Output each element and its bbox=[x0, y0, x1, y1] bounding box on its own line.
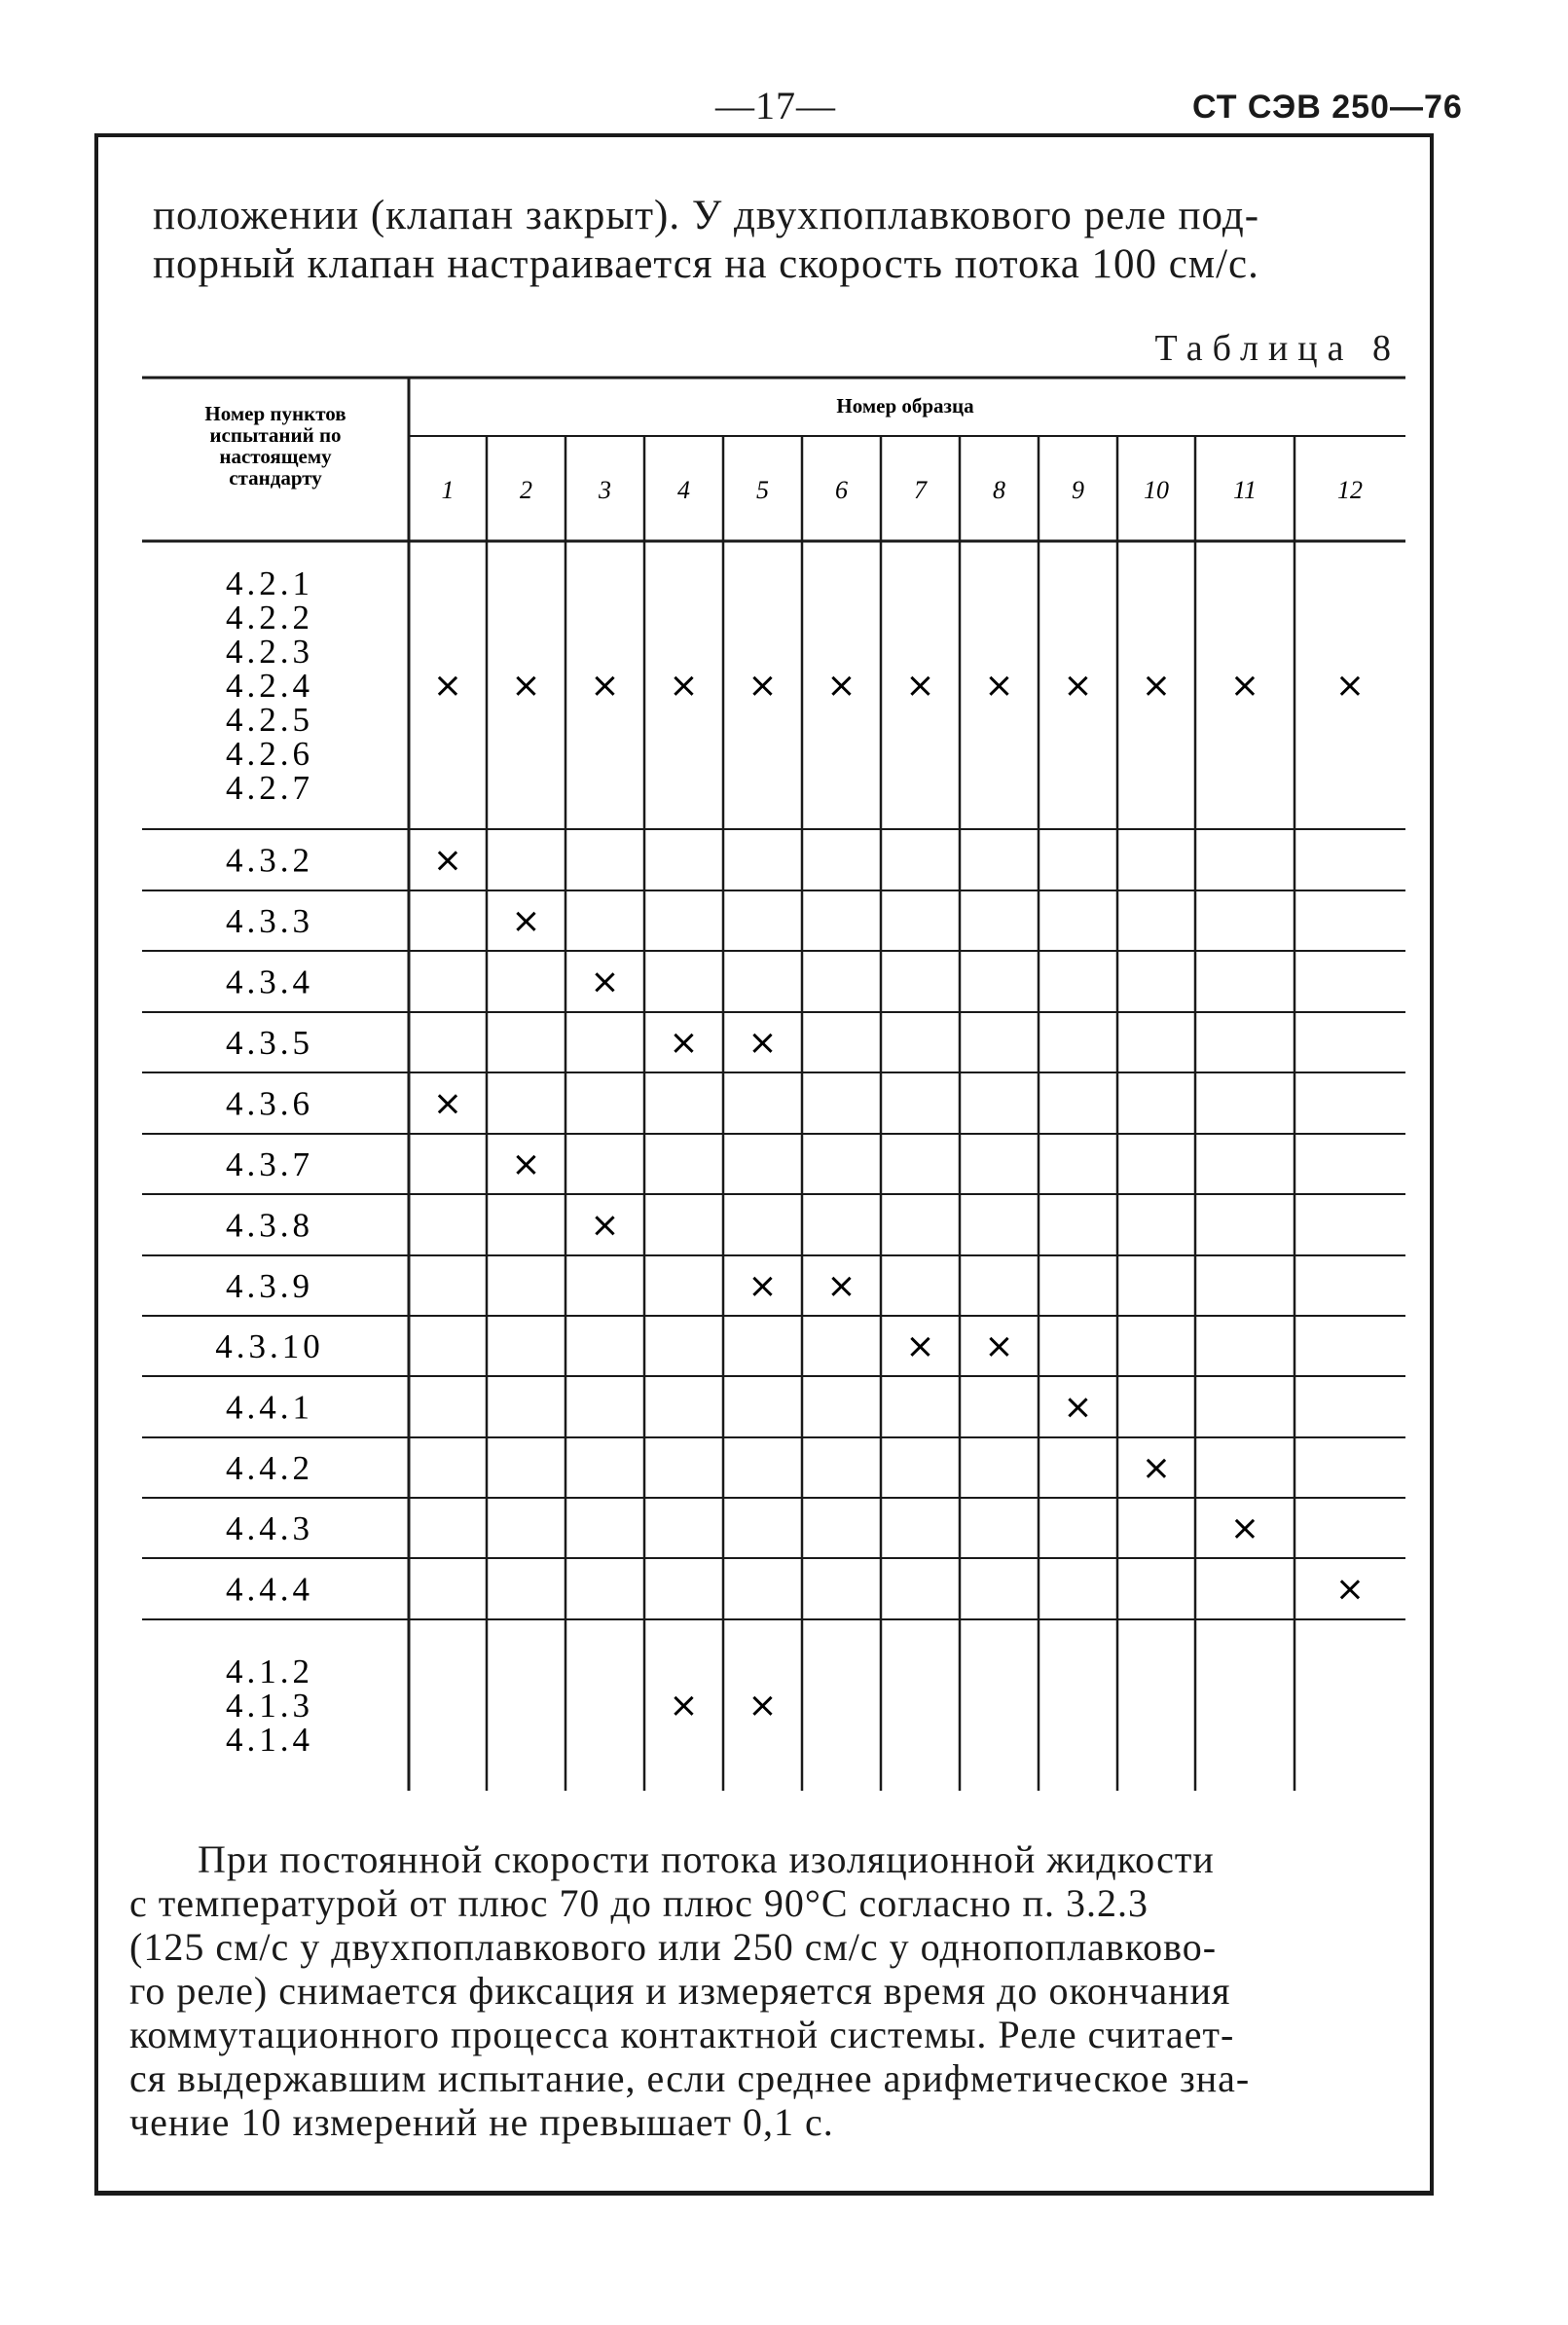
test-mark: × bbox=[748, 666, 778, 706]
test-mark: × bbox=[669, 1023, 699, 1063]
test-mark: × bbox=[1334, 666, 1366, 706]
test-item-label: 4.4.4 bbox=[226, 1570, 313, 1609]
test-item-label: 4.3.6 bbox=[226, 1084, 313, 1123]
test-item-label: 4.3.7 bbox=[226, 1145, 313, 1183]
test-mark: × bbox=[748, 1023, 778, 1063]
sample-number: 7 bbox=[914, 476, 927, 504]
test-mark: × bbox=[826, 666, 857, 706]
test-item-label: 4.1.3 bbox=[226, 1687, 313, 1725]
row-header-text: Номер пунктов bbox=[204, 402, 346, 425]
document-code: СТ СЭВ 250—76 bbox=[1192, 89, 1463, 126]
test-mark: × bbox=[511, 901, 541, 941]
test-mark: × bbox=[1229, 1508, 1260, 1548]
intro-line: положении (клапан закрыт). У двухпоплавкового реле под- bbox=[153, 193, 1260, 238]
page-number: —17— bbox=[715, 84, 836, 127]
test-item-label: 4.3.10 bbox=[215, 1327, 324, 1365]
test-mark: × bbox=[1063, 666, 1093, 706]
test-item-label: 4.3.9 bbox=[226, 1267, 313, 1305]
test-mark: × bbox=[511, 666, 541, 706]
test-item-label: 4.2.3 bbox=[226, 633, 313, 671]
closing-line: чение 10 измерений не превышает 0,1 с. bbox=[129, 2100, 834, 2144]
test-mark: × bbox=[1229, 666, 1260, 706]
sample-number: 10 bbox=[1144, 476, 1169, 504]
closing-line: го реле) снимается фиксация и измеряется время до окончания bbox=[129, 1969, 1231, 2013]
test-mark: × bbox=[669, 1686, 699, 1726]
test-mark: × bbox=[905, 1326, 935, 1366]
sample-number: 9 bbox=[1072, 476, 1084, 504]
test-mark: × bbox=[432, 1083, 463, 1124]
test-item-label: 4.2.2 bbox=[226, 599, 313, 636]
test-mark: × bbox=[432, 666, 463, 706]
test-mark: × bbox=[1063, 1387, 1093, 1428]
sample-number: 5 bbox=[756, 476, 769, 504]
closing-line: При постоянной скорости потока изоляционной жидкости bbox=[198, 1837, 1215, 1881]
test-mark: × bbox=[511, 1144, 541, 1184]
test-item-label: 4.2.6 bbox=[226, 735, 313, 773]
closing-line: коммутационного процесса контактной системы. Реле считает- bbox=[129, 2013, 1235, 2056]
sample-number: 12 bbox=[1337, 476, 1363, 504]
test-mark: × bbox=[669, 666, 699, 706]
test-item-label: 4.1.4 bbox=[226, 1721, 313, 1759]
test-mark: × bbox=[826, 1266, 857, 1306]
sample-number: 3 bbox=[599, 476, 611, 504]
row-header-text: настоящему bbox=[219, 445, 332, 468]
test-mark: × bbox=[1334, 1569, 1366, 1610]
test-item-label: 4.3.3 bbox=[226, 902, 313, 940]
test-mark: × bbox=[984, 1326, 1014, 1366]
test-item-label: 4.1.2 bbox=[226, 1653, 313, 1690]
closing-line: с температурой от плюс 70 до плюс 90°С согласно п. 3.2.3 bbox=[129, 1881, 1149, 1925]
closing-line: (125 см/с у двухпоплавкового или 250 см/с у однопоплавково- bbox=[129, 1925, 1218, 1969]
test-item-label: 4.3.5 bbox=[226, 1024, 313, 1062]
test-mark: × bbox=[984, 666, 1014, 706]
closing-line: ся выдержавшим испытание, если среднее арифметическое зна- bbox=[129, 2056, 1251, 2100]
test-item-label: 4.3.2 bbox=[226, 841, 313, 880]
intro-line: порный клапан настраивается на скорость потока 100 см/с. bbox=[153, 241, 1259, 287]
test-item-label: 4.2.1 bbox=[226, 564, 313, 602]
sample-number: 1 bbox=[441, 476, 455, 504]
test-item-label: 4.2.4 bbox=[226, 667, 313, 705]
test-mark: × bbox=[1141, 666, 1172, 706]
test-mark: × bbox=[748, 1686, 778, 1726]
test-mark: × bbox=[1141, 1448, 1172, 1488]
sample-number: 4 bbox=[677, 476, 690, 504]
row-header-text: стандарту bbox=[229, 466, 322, 490]
sample-number: 2 bbox=[520, 476, 532, 504]
test-mark: × bbox=[590, 962, 620, 1002]
test-mark: × bbox=[748, 1266, 778, 1306]
closing-paragraph bbox=[129, 1837, 1385, 2144]
test-item-label: 4.2.5 bbox=[226, 701, 313, 739]
row-header-text: испытаний по bbox=[209, 423, 342, 447]
sample-number: 6 bbox=[835, 476, 848, 504]
test-mark: × bbox=[905, 666, 935, 706]
column-group-header: Номер образца bbox=[836, 394, 974, 418]
test-item-label: 4.4.3 bbox=[226, 1509, 313, 1547]
test-item-label: 4.4.1 bbox=[226, 1388, 313, 1427]
test-mark: × bbox=[432, 840, 463, 881]
test-item-label: 4.3.4 bbox=[226, 963, 313, 1001]
sample-number: 8 bbox=[993, 476, 1005, 504]
test-item-label: 4.3.8 bbox=[226, 1206, 313, 1245]
test-mark: × bbox=[590, 666, 620, 706]
test-mark: × bbox=[590, 1205, 620, 1246]
table-label: Таблица 8 bbox=[1154, 328, 1401, 369]
test-item-label: 4.2.7 bbox=[226, 769, 313, 807]
test-item-label: 4.4.2 bbox=[226, 1449, 313, 1487]
sample-number: 11 bbox=[1232, 476, 1258, 504]
